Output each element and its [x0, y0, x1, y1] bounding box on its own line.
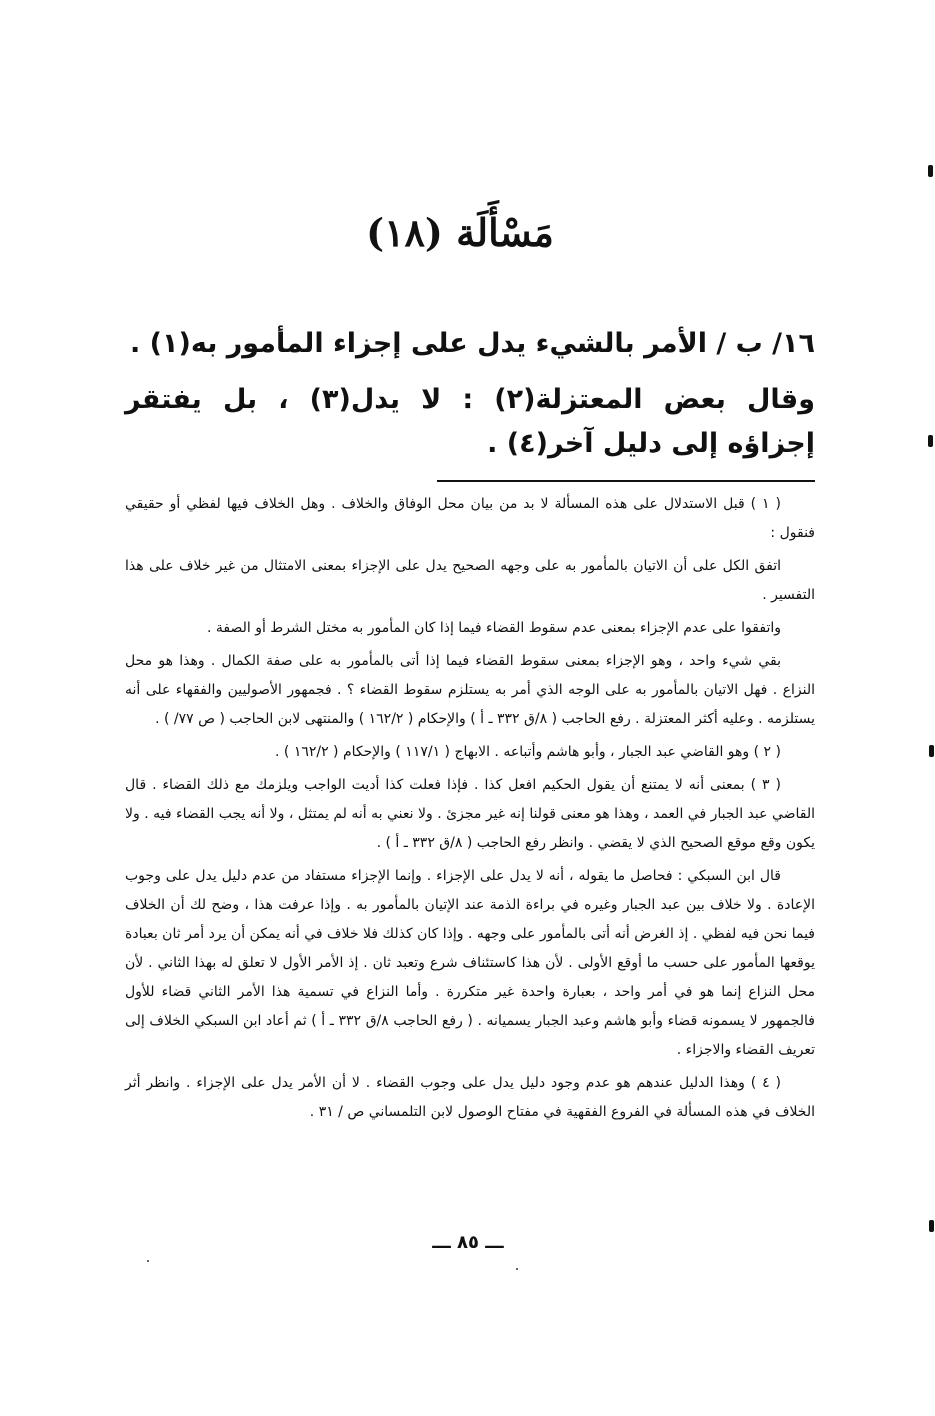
scan-mark	[928, 165, 933, 177]
page-number: ـــ ٨٥ ـــ	[432, 1232, 504, 1253]
main-statement: ١٦/ ب / الأمر بالشيء يدل على إجزاء المأمور به(١) .	[130, 328, 815, 359]
footnote-1-dispute: بقي شيء واحد ، وهو الإجزاء بمعنى سقوط القضاء فيما إذا أتى بالمأمور به على صفة الكمال . وهذا هو محل النزاع . فهل الاتيان بالمأمور به على الوجه الذي أمر به يستلزم سقوط القضاء ؟ . فجمهور الأصوليين والفقهاء على أنه يستلزمه . وعليه أكثر المعتزلة . رفع الحاجب ( ٨/ق ٣٣٢ ـ أ ) والإحكام ( ١٦٢/٢ ) والمنتهى لابن الحاجب ( ص ٧٧/ ) .	[125, 653, 815, 727]
mutazila-statement: وقال بعض المعتزلة(٢) : لا يدل(٣) ، بل يفتقر إجزاؤه إلى دليل آخر(٤) .	[125, 384, 815, 459]
scan-mark	[928, 435, 933, 447]
footnote-separator	[437, 480, 815, 482]
footnote-1-agreement: اتفق الكل على أن الاتيان بالمأمور به على وجهه الصحيح يدل على الإجزاء بمعنى الامتثال من غير خلاف على هذا التفسير .	[125, 558, 815, 603]
scan-mark	[929, 745, 934, 757]
footnote-4: ( ٤ ) وهذا الدليل عندهم هو عدم وجود دليل يدل على وجوب القضاء . لا أن الأمر يدل على الإجزاء . وانظر أثر الخلاف في هذه المسألة في الفروع الفقهية في مفتاح الوصول لابن التلمساني ص / ٣١ .	[125, 1075, 815, 1120]
footnote-3-subki: قال ابن السبكي : فحاصل ما يقوله ، أنه لا يدل على الإجزاء . وإنما الإجزاء مستفاد من عدم دليل يدل على وجوب الإعادة . ولا خلاف بين عبد الجبار وغيره في براءة الذمة عند الإتيان بالمأمور به . وإذا عرفت هذا ، وضح لك أن الخلاف فيما نحن فيه لفظي . إذ الغرض أنه أتى بالمأمور على وجهه . وإذا كان كذلك فلا خلاف في أنه يمكن أن يرد أمر ثان بعبادة يوقعها المأمور على حسب ما أوقع الأولى . لأن هذا كاستئناف شرع وتعبد ثان . إذ الأمر الأول لا تعلق له بهذا الثاني . لأن محل النزاع إنما هو في أمر واحد ، بعبارة واحدة غير متكررة . وأما النزاع في تسمية هذا الأمر الثاني قضاء للأول فالجمهور لا يسمونه قضاء وأبو هاشم وعبد الجبار يسميانه . ( رفع الحاجب ٨/ق ٣٣٢ ـ أ ) ثم أعاد ابن السبكي الخلاف إلى تعريف القضاء والاجزاء .	[125, 868, 816, 1058]
scan-speck	[516, 1268, 518, 1270]
footnote-1-agreement-2: واتفقوا على عدم الإجزاء بمعنى عدم سقوط القضاء فيما إذا كان المأمور به مختل الشرط أو الصفة .	[206, 620, 781, 636]
footnote-2: ( ٢ ) وهو القاضي عبد الجبار ، وأبو هاشم وأتباعه . الابهاج ( ١١٧/١ ) والإحكام ( ١٦٢/٢ ) .	[275, 744, 781, 760]
footnote-1: ( ١ ) قبل الاستدلال على هذه المسألة لا بد من بيان محل الوفاق والخلاف . وهل الخلاف فيها لفظي أو حقيقي فنقول :	[125, 496, 815, 541]
issue-title: مَسْأَلَة (١٨)	[366, 210, 554, 255]
scan-speck	[147, 1260, 149, 1262]
footnotes	[125, 490, 815, 1131]
footnote-3: ( ٣ ) بمعنى أنه لا يمتنع أن يقول الحكيم افعل كذا . فإذا فعلت كذا أديت الواجب ويلزمك مع ذلك القضاء . قال القاضي عبد الجبار في العمد ، وهذا هو معنى قولنا إنه غير مجزئ . ولا نعني به أنه لم يمتثل ، ولا أنه يجب القضاء فيه . ولا يكون وقع موقع الصحيح الذي لا يقضي . وانظر رفع الحاجب ( ٨/ق ٣٣٢ ـ أ ) .	[125, 777, 815, 851]
scan-mark	[929, 1220, 934, 1232]
